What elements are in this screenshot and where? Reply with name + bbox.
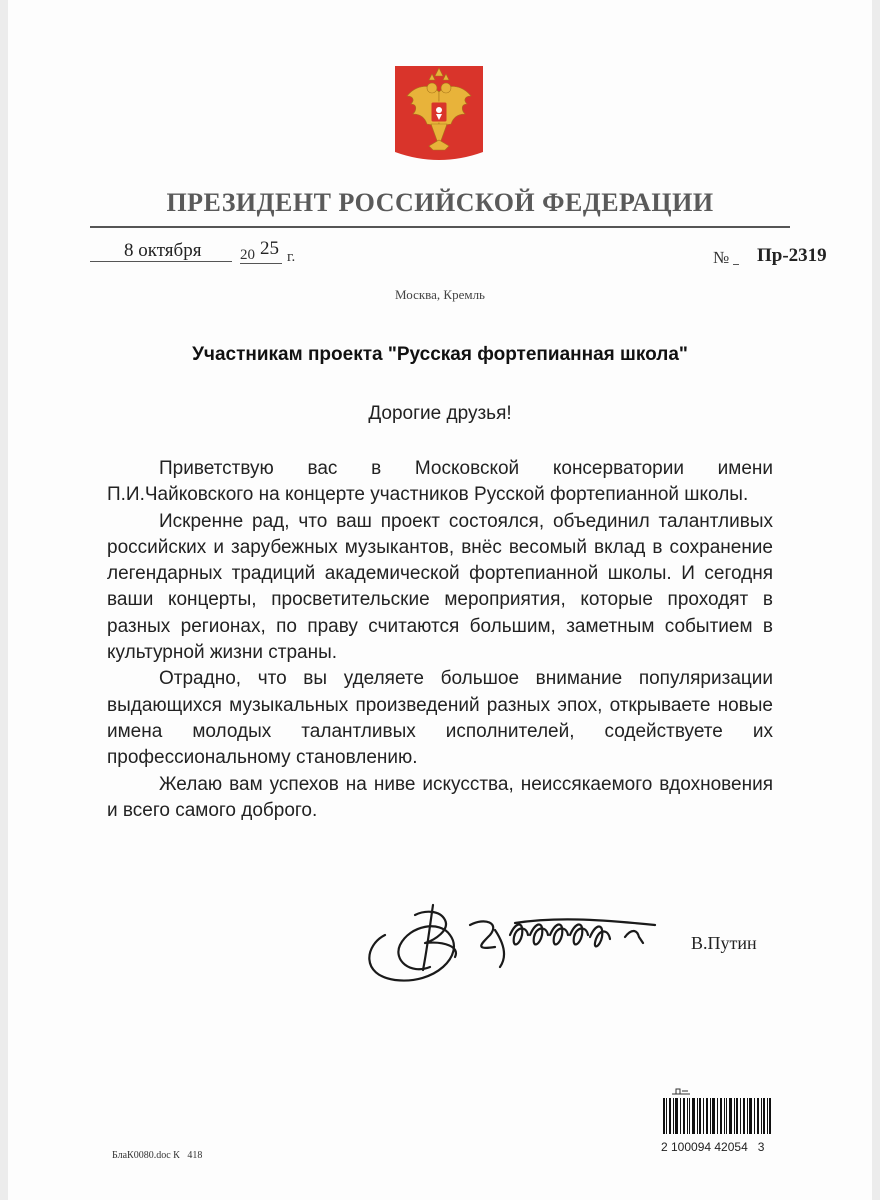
letter-paragraph: Отрадно, что вы уделяете большое внимание популяризации выдающихся музыкальных произведений разных эпох, открываете новые имена молодых талантливых исполнителей, содействуете их профессиональному становлению. xyxy=(107,668,773,769)
doc-mark-icon xyxy=(670,1086,692,1096)
date-underline xyxy=(90,261,232,262)
letter-greeting: Дорогие друзья! xyxy=(368,403,512,424)
document-date: 8 октября xyxy=(124,240,202,261)
signer-name: В.Путин xyxy=(691,933,757,953)
year-underline xyxy=(240,263,282,264)
barcode xyxy=(663,1098,771,1134)
letter-addressee: Участникам проекта "Русская фортепианная школа" xyxy=(192,344,688,365)
coat-of-arms-emblem xyxy=(395,66,483,166)
letter-paragraph: Желаю вам успехов на ниве искусства, неиссякаемого вдохновения и всего самого доброго. xyxy=(107,773,773,821)
number-sign: № xyxy=(713,248,730,267)
handwritten-signature xyxy=(355,895,670,990)
file-code: БлаК0080.doc К 418 xyxy=(112,1150,203,1161)
document-number: Пр-2319 xyxy=(757,245,827,266)
header-divider xyxy=(90,226,790,228)
barcode-number: 2 100094 42054 3 xyxy=(661,1140,765,1154)
year-suffix: 25 xyxy=(260,238,279,259)
issue-place: Москва, Кремль xyxy=(395,287,485,302)
year-prefix: 20 xyxy=(240,247,255,263)
president-title: ПРЕЗИДЕНТ РОССИЙСКОЙ ФЕДЕРАЦИИ xyxy=(166,188,714,217)
letter-paragraph: Приветствую вас в Московской консерватории имени П.И.Чайковского на концерте участников Русской фортепианной школы. xyxy=(107,458,773,506)
letter-body xyxy=(107,456,773,824)
letter-paragraph: Искренне рад, что ваш проект состоялся, объединил талантливых российских и зарубежных музыкантов, внёс весомый вклад в сохранение легендарных традиций академической фортепианной школы. И сегодня ваши концерты, просветительские мероприятия, которые проходят в разных регионах, по праву считаются большим, заметным событием в культурной жизни страны. xyxy=(107,510,773,664)
year-mark: г. xyxy=(287,249,296,265)
number-underline xyxy=(733,264,739,265)
